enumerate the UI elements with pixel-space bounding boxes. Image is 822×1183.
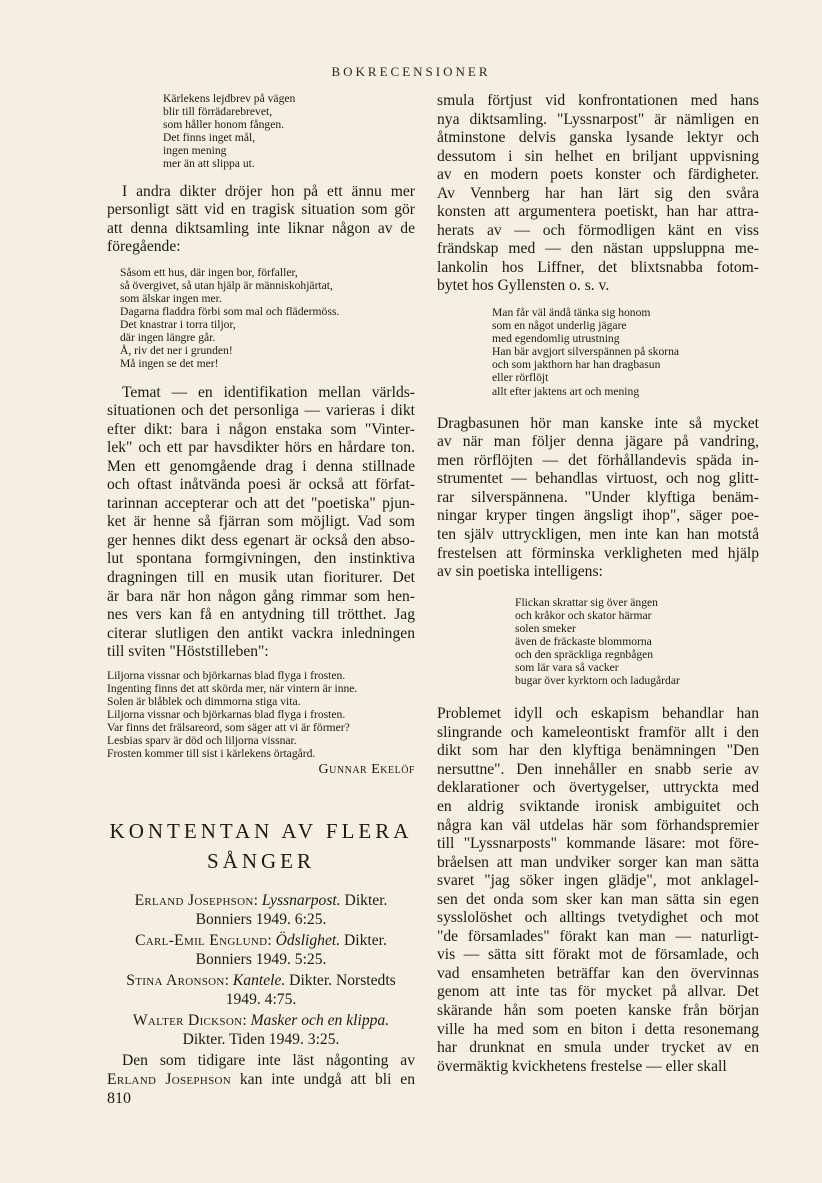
paragraph-1 <box>107 183 415 257</box>
section-title <box>107 816 415 876</box>
text-line: konsten att argumentera poetiskt, han har attra- <box>437 203 759 221</box>
text-line: en aldrig sviktande ironisk ambiguitet och <box>437 797 759 815</box>
text-line: ger hennes dikt dess egenart är också den abso- <box>107 531 415 549</box>
text-line: I andra dikter dröjer hon på ett ännu mer <box>122 182 415 200</box>
poem-excerpt-5 <box>515 596 759 688</box>
text-line: några kan väl utdelas här som förhandspremier <box>437 816 759 834</box>
poem-line: som håller honom fången. <box>163 118 285 132</box>
text-line: föregående: <box>107 238 181 256</box>
poem-line: allt efter jaktens art och mening <box>492 384 640 398</box>
poem-line: Frosten kommer till sist i kärlekens örtagård. <box>107 747 316 761</box>
poem-line: mer än att slippa ut. <box>163 157 255 171</box>
text-line: genom att inte tas för mycket på allvar. Det <box>437 983 759 1001</box>
text-line: bytet hos Gyllensten o. s. v. <box>437 277 610 295</box>
poem-line: Flickan skrattar sig över ängen <box>515 595 658 609</box>
poem-line: Lesbias sparv är död och liljorna vissnar. <box>107 734 297 748</box>
text-line: slingrande och kameleontiskt framför allt i den <box>437 723 759 741</box>
poem-excerpt-3 <box>107 669 415 761</box>
book-details: Dikter. <box>340 892 388 910</box>
text-line: att denna diktsamling inte liknar någon av de <box>107 219 415 237</box>
text-line: frestelsen att förminska verkligheten med hjälp <box>437 544 759 562</box>
text-line: Av Vennberg har han lärt sig den svåra <box>437 184 759 202</box>
text-line: vis — sätta sitt förakt mot de församlade, och <box>437 946 759 964</box>
book-title: Kantele. <box>232 972 286 990</box>
text-line: Den som tidigare inte läst någonting av <box>122 1052 415 1070</box>
poem-line: Man får väl ändå tänka sig honom <box>492 306 651 320</box>
text-line: herats av — och förmodligen känt en viss <box>437 221 759 239</box>
poem-line: Solen är blåblek och dimmorna stiga vita. <box>107 694 301 708</box>
poem-line: solen smeker <box>515 621 576 635</box>
book-title: Ödslighet. <box>275 932 341 950</box>
text-line: har drunknat en smula under trycket av en <box>437 1039 759 1057</box>
poem-line: och kråkor och skator härmar <box>515 608 652 622</box>
closing-paragraph <box>107 1052 415 1089</box>
poem-line: Det knastrar i torra tiljor, <box>120 318 236 332</box>
book-publisher: Dikter. Tiden 1949. 3:25. <box>182 1030 340 1048</box>
book-publisher: 1949. 4:75. <box>225 990 297 1008</box>
poem-line: Var finns det frälsareord, som säger att vi är förmer? <box>107 721 350 735</box>
poem-excerpt-4 <box>492 306 759 398</box>
text-line: lut spontana formgivningen, den instinktiva <box>107 550 415 568</box>
poem-line: Såsom ett hus, där ingen bor, förfaller, <box>120 265 298 279</box>
book-title: Masker och en klippa. <box>250 1012 390 1030</box>
text-line: skärande hån som poeten kanske från början <box>437 1002 759 1019</box>
text-line: nersuttne". Den innehåller en snabb serie av <box>437 760 759 778</box>
book-entry-line: Carl-Emil Englund: Ödslighet. Dikter. <box>135 932 387 950</box>
text-line: bråelsen att man undviker sorger kan man sätta <box>437 853 759 871</box>
text-line: lek" och ett par havsdikter hörs en hårdare ton. <box>107 439 415 457</box>
poem-line: med egendomlig utrustning <box>492 332 620 346</box>
poem-line: bugar över kyrktorn och ladugårdar <box>515 674 680 688</box>
poem-line: och som jakthorn har han dragbasun <box>492 358 661 372</box>
book-list <box>107 892 415 1049</box>
text-line: åtminstone delvis ganska lysande lektyr och <box>437 129 759 147</box>
poem-line: Det finns inget mål, <box>163 131 256 145</box>
book-publisher: Bonniers 1949. 6:25. <box>195 910 327 928</box>
text-line: lankolin hos Liffner, det blixtsnabba fotom- <box>437 258 759 276</box>
text-line: ningar kryper tingen ängsligt ihop", säger poe- <box>437 507 759 525</box>
left-column <box>107 92 415 1089</box>
text-line: strumentet — behandlas virtuost, och nog glitt- <box>437 470 759 488</box>
section-title-line: KONTENTAN AV FLERA <box>109 819 413 844</box>
poem-excerpt-1 <box>163 92 415 171</box>
text-line: Men ett genomgående drag i denna stillnade <box>107 457 415 475</box>
text-line: situationen och det personliga — varieras i dikt <box>107 402 415 420</box>
book-entry <box>107 972 415 1009</box>
text-line: av en modern poets konster och färdigheter. <box>437 166 759 184</box>
book-entry <box>107 1012 415 1049</box>
poem-line: Kärlekens lejdbrev på vägen <box>163 92 296 105</box>
paragraph-3 <box>437 92 759 296</box>
poem-line: så övergivet, så utan hjälp är människohjärtat, <box>120 278 333 292</box>
book-entry <box>107 892 415 929</box>
text-line: ket är henne så fjärran som möjligt. Vad som <box>107 513 415 531</box>
text-line: övermäktig kvickhetens frestelse — eller skall <box>437 1057 727 1075</box>
section-title-line: SÅNGER <box>206 849 315 874</box>
running-header: BOKRECENSIONER <box>331 64 491 79</box>
poem-line: Må ingen se det mer! <box>120 357 219 371</box>
text-line <box>107 1071 415 1090</box>
text-line: svaret "jag söker ingen glädje", mot anklagel- <box>437 872 759 890</box>
text-line: sysslolöshet och alltings tvetydighet och mot <box>437 909 759 927</box>
book-entry-line: Stina Aronson: Kantele. Dikter. Norstedts <box>126 972 396 990</box>
poem-line: och den spräckliga regnbågen <box>515 647 654 661</box>
text-line: vad ensamheten beträffar kan den övervinnas <box>437 964 759 982</box>
text-line: och oftast inåtvända poesi är också att förfat- <box>107 476 415 494</box>
text-line: till "Lyssnarposts" kommande läsare: mot före- <box>437 835 759 853</box>
text-line: tarinnan accepterar och att det "poetiska" pjun- <box>107 494 415 512</box>
poem-line: Å, riv det ner i grunden! <box>120 344 233 358</box>
paragraph-2 <box>107 384 415 662</box>
text-line: "de församlades" förakt kan man — naturligt- <box>437 927 759 945</box>
poem-line: Han bär avgjort silverspännen på skorna <box>492 345 680 359</box>
text-line: dessutom i sin helhet en briljant uppvisning <box>437 147 759 165</box>
text-line: nes vers kan få en antydning till trötthet. Jag <box>107 606 415 624</box>
text-line: dikt som har den klyftiga benämningen "Den <box>437 742 759 760</box>
text-line: är bara när hon någon gång rimmar som hen- <box>107 587 415 605</box>
text-line: deklarationer och övertygelser, uttryckta med <box>437 779 759 797</box>
text-line: smula förtjust vid konfrontationen med hans <box>437 92 759 109</box>
poem-line: Liljorna vissnar och björkarnas blad flyga i frosten. <box>107 707 346 721</box>
poem-line: som älskar ingen mer. <box>120 291 222 305</box>
text-line: av sin poetiska intelligens: <box>437 563 603 581</box>
paragraph-4 <box>437 415 759 582</box>
author-name: Erland Josephson <box>107 1070 231 1088</box>
book-entry-line: Walter Dickson: Masker och en klippa. <box>132 1012 390 1030</box>
poem-line: eller rörflöjt <box>492 371 549 385</box>
text-line: men rörflöjten — det förhållandevis späda in- <box>437 451 759 469</box>
text-line: ten själv uttryckligen, men inte kan han motstå <box>437 525 759 543</box>
poem-line: blir till förrädarebrevet, <box>163 105 273 119</box>
book-author: Stina Aronson <box>126 972 225 990</box>
poem-line: Liljorna vissnar och björkarnas blad flyga i frosten. <box>107 668 346 682</box>
text-line: ville ha med som en biton i detta resonemang <box>437 1020 759 1038</box>
text-line: citerar slutligen den antikt vackra inledningen <box>107 624 415 642</box>
text-line: personligt sätt vid en tragisk situation som gör <box>107 201 415 219</box>
text-line: Temat — en identifikation mellan världs- <box>122 383 415 401</box>
poem-line: Ingenting finns det att skörda mer, när vintern är inne. <box>107 681 358 695</box>
poem-excerpt-2 <box>120 266 415 371</box>
book-title: Lyssnarpost. <box>261 892 341 910</box>
book-author: Walter Dickson <box>132 1012 243 1030</box>
text-line: nya diktsamling. "Lyssnarpost" är nämligen en <box>437 110 759 128</box>
text-line: rar silverspännena. "Under klyftiga benäm- <box>437 488 759 506</box>
book-details: Dikter. <box>340 932 387 950</box>
text-line: frändskap med — den nästan uppsluppna me- <box>437 240 759 258</box>
poem-line: som lär vara så vacker <box>515 661 619 675</box>
poem-line: ingen mening <box>163 144 227 158</box>
text-line: Dragbasunen hör man kanske inte så mycket <box>437 414 759 432</box>
book-entry-line: Erland Josephson: Lyssnarpost. Dikter. <box>134 892 388 910</box>
poem-line: där ingen längre går. <box>120 331 216 345</box>
page-number: 810 <box>107 1090 131 1107</box>
text-fragment: kan inte undgå att bli en <box>231 1070 415 1088</box>
right-column <box>437 92 759 1076</box>
book-details: Dikter. Norstedts <box>285 972 396 990</box>
paragraph-5 <box>437 705 759 1076</box>
book-publisher: Bonniers 1949. 5:25. <box>195 950 327 968</box>
text-line: sen det onda som sker kan man sätta sin egen <box>437 890 759 908</box>
text-line: av när man följer denna jägare på vandring, <box>437 433 759 451</box>
text-line: efter dikt: bara i någon enstaka som "Vinter- <box>107 420 415 438</box>
poem-line: Dagarna fladdra förbi som mal och flädermöss. <box>120 305 340 319</box>
book-author: Carl-Emil Englund <box>135 932 268 950</box>
poem-line: som en något underlig jägare <box>492 319 627 333</box>
text-line: Problemet idyll och eskapism behandlar han <box>437 705 759 723</box>
signature: Gunnar Ekelöf <box>318 762 415 778</box>
text-line: till sviten "Höststilleben": <box>107 643 269 661</box>
book-author: Erland Josephson <box>134 892 254 910</box>
book-entry <box>107 932 415 969</box>
text-line: dragningen till en musik utan fioriturer. Det <box>107 568 415 586</box>
poem-line: även de fräckaste blommorna <box>515 634 652 648</box>
